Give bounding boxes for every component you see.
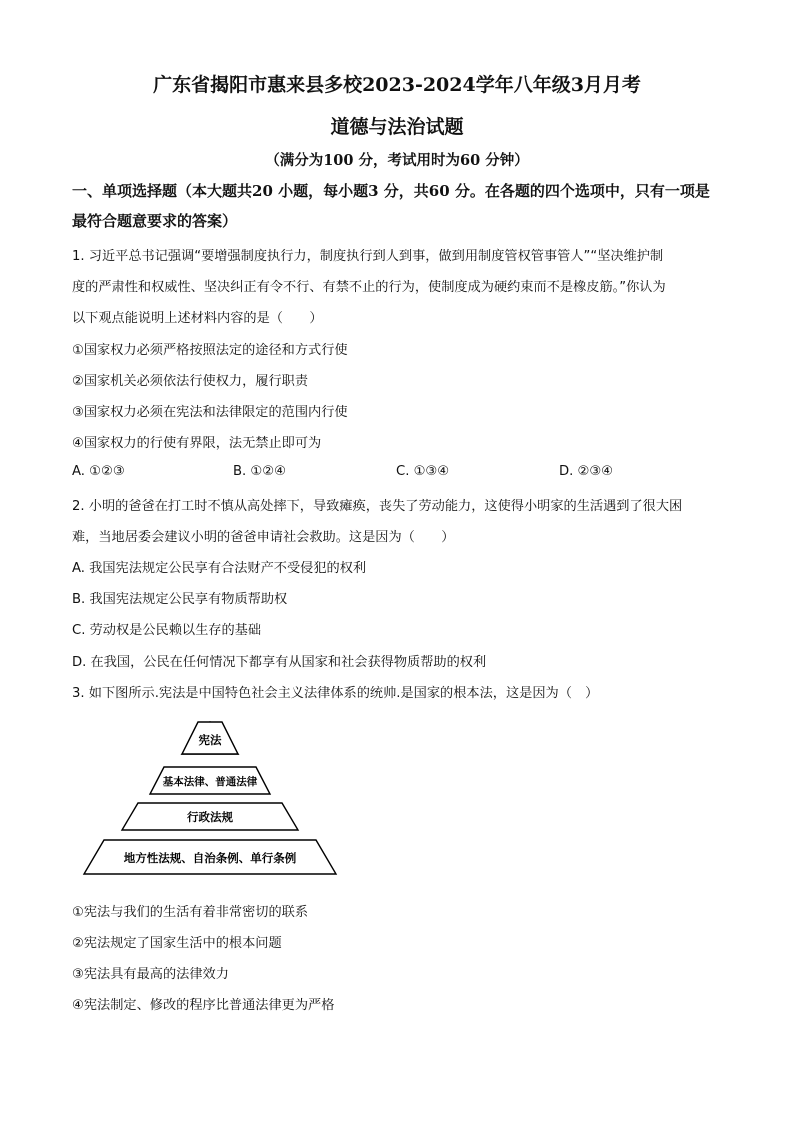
q3-line-1: 3. 如下图所示.宪法是中国特色社会主义法律体系的统帅.是国家的根本法，这是因为（ ） <box>72 686 599 701</box>
pyramid-label-2: 基本法律、普通法律 <box>162 776 258 788</box>
q2-option-a: A. 我国宪法规定公民享有合法财产不受侵犯的权利 <box>72 561 367 576</box>
q1-option-a: A. ①②③ <box>72 464 125 479</box>
q1-item-4: ④国家权力的行使有界限，法无禁止即可为 <box>72 436 322 451</box>
q3-item-4: ④宪法制定、修改的程序比普通法律更为严格 <box>72 998 335 1013</box>
pyramid-label-4: 地方性法规、自治条例、单行条例 <box>123 851 297 865</box>
q1-option-c: C. ①③④ <box>396 464 450 479</box>
q2-option-d: D. 在我国，公民在任何情况下都享有从国家和社会获得物质帮助的权利 <box>72 655 487 670</box>
q3-item-3: ③宪法具有最高的法律效力 <box>72 967 229 982</box>
q1-item-2: ②国家机关必须依法行使权力，履行职责 <box>72 374 309 389</box>
q1-option-b: B. ①②④ <box>233 464 286 479</box>
q2-option-b: B. 我国宪法规定公民享有物质帮助权 <box>72 592 288 607</box>
q1-line-2: 度的严肃性和权威性、坚决纠正有令不行、有禁不止的行为，使制度成为硬约束而不是橡皮筋。”你认为 <box>72 280 666 295</box>
pyramid-label-3: 行政法规 <box>187 810 233 824</box>
q3-item-1: ①宪法与我们的生活有着非常密切的联系 <box>72 905 309 920</box>
q2-line-2: 难，当地居委会建议小明的爸爸申请社会救助。这是因为（ ） <box>72 530 455 545</box>
q2-line-1: 2. 小明的爸爸在打工时不慎从高处摔下，导致瘫痪，丧失了劳动能力，这使得小明家的生活遇到了很大困 <box>72 499 683 514</box>
pyramid-label-1: 宪法 <box>198 733 222 747</box>
exam-subject: 道德与法治试题 <box>330 116 464 138</box>
law-pyramid-diagram <box>80 712 342 878</box>
exam-title: 广东省揭阳市惠来县多校2023-2024学年八年级3月月考 <box>153 74 641 96</box>
section-heading: 一、单项选择题（本大题共20 小题，每小题3 分，共60 分。在各题的四个选项中，只有一项是最符合题意要求的答案） <box>72 182 710 230</box>
q1-line-1: 1. 习近平总书记强调“要增强制度执行力，制度执行到人到事，做到用制度管权管事管人”“坚决维护制 <box>72 249 664 264</box>
exam-note: （满分为100 分，考试用时为60 分钟） <box>265 152 529 169</box>
q1-item-1: ①国家权力必须严格按照法定的途径和方式行使 <box>72 343 348 358</box>
q1-item-3: ③国家权力必须在宪法和法律限定的范围内行使 <box>72 405 348 420</box>
q3-item-2: ②宪法规定了国家生活中的根本问题 <box>72 936 282 951</box>
q2-option-c: C. 劳动权是公民赖以生存的基础 <box>72 623 262 638</box>
q1-line-3: 以下观点能说明上述材料内容的是（ ） <box>72 311 323 326</box>
q1-option-d: D. ②③④ <box>559 464 614 479</box>
